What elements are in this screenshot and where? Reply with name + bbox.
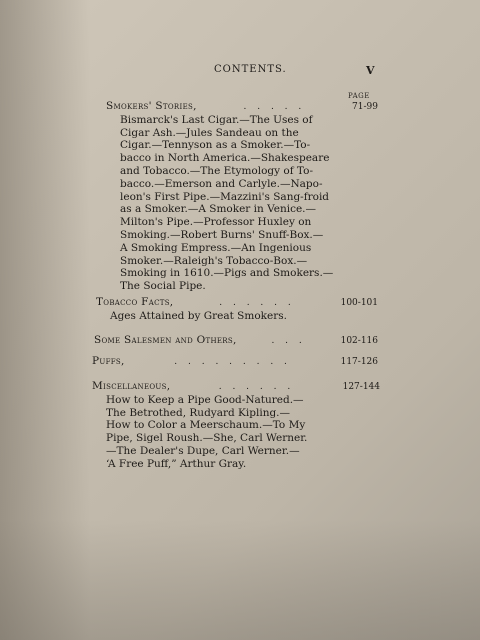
page-column-label: PAGE [348, 92, 370, 100]
toc-entry-pages: 117-126 [340, 357, 378, 367]
toc-entry-title: Tobacco Facts, [96, 296, 174, 308]
toc-entry-smokers-stories [106, 100, 378, 293]
subject-line: bacco in North America.—Shakespeare [120, 152, 330, 165]
toc-entry-head [94, 334, 378, 348]
toc-entry-subjects [106, 114, 378, 293]
leader-dots: . . . . . . [218, 382, 295, 392]
subject-line: bacco.—Emerson and Carlyle.—Napo- [120, 177, 323, 190]
subject-line: leon's First Pipe.—Mazzini's Sang-froid [120, 190, 330, 203]
subject-line: The Social Pipe. [120, 280, 206, 293]
subject-line: Smoking in 1610.—Pigs and Smokers.— [120, 267, 334, 280]
running-head-title: CONTENTS. [214, 64, 287, 75]
subject-line: A Smoking Empress.—An Ingenious [120, 241, 312, 254]
leader-dots: . . . . . [243, 102, 306, 112]
toc-entry-title: Puffs, [92, 355, 125, 367]
toc-entry-title: Smokers' Stories, [106, 100, 197, 112]
page-shadow-bottom [0, 520, 480, 640]
subject-line: as a Smoker.—A Smoker in Venice.— [120, 203, 317, 216]
subject-line: Milton's Pipe.—Professor Huxley on [120, 216, 312, 229]
subject-line: The Betrothed, Rudyard Kipling.— [106, 406, 291, 419]
leader-dots: . . . [271, 336, 306, 346]
subject-line: Cigar.—Tennyson as a Smoker.—To- [120, 139, 311, 152]
subject-line: Smoker.—Raleigh's Tobacco-Box.— [120, 254, 308, 267]
leader-dots: . . . . . . [219, 298, 295, 308]
subject-line: Pipe, Sigel Roush.—She, Carl Werner. [106, 432, 308, 445]
toc-entry-puffs [92, 355, 378, 369]
toc-entry-title: Miscellaneous, [92, 380, 171, 392]
subject-line: How to Color a Meerschaum.—To My [106, 419, 306, 432]
subject-line: Bismarck's Last Cigar.—The Uses of [120, 113, 313, 126]
toc-entry-pages: 100-101 [340, 298, 378, 308]
toc-entry-miscellaneous [92, 380, 380, 471]
toc-entry-head [92, 380, 380, 394]
subject-line: Cigar Ash.—Jules Sandeau on the [120, 126, 299, 139]
toc-entry-subjects [92, 394, 380, 471]
subject-line: and Tobacco.—The Etymology of To- [120, 164, 313, 177]
subject-line: ‘A Free Puff,” Arthur Gray. [106, 457, 247, 470]
toc-entry-tobacco-facts [96, 296, 378, 323]
toc-entry-subjects [96, 310, 378, 323]
toc-entry-head [92, 355, 378, 369]
running-head-page-number: V [366, 64, 375, 77]
toc-entry-title: Some Salesmen and Others, [94, 334, 237, 346]
toc-entry-pages: 102-116 [340, 336, 378, 346]
subject-line: How to Keep a Pipe Good-Natured.— [106, 393, 304, 406]
subject-line: —The Dealer's Dupe, Carl Werner.— [106, 444, 300, 457]
toc-entry-some-salesmen [94, 334, 378, 348]
subject-line: Ages Attained by Great Smokers. [110, 309, 287, 322]
subject-line: Smoking.—Robert Burns' Snuff-Box.— [120, 228, 324, 241]
leader-dots: . . . . . . . . . [174, 357, 291, 367]
toc-entry-pages: 71-99 [352, 102, 378, 112]
toc-entry-head [106, 100, 378, 114]
toc-entry-pages: 127-144 [342, 382, 380, 392]
toc-entry-head [96, 296, 378, 310]
